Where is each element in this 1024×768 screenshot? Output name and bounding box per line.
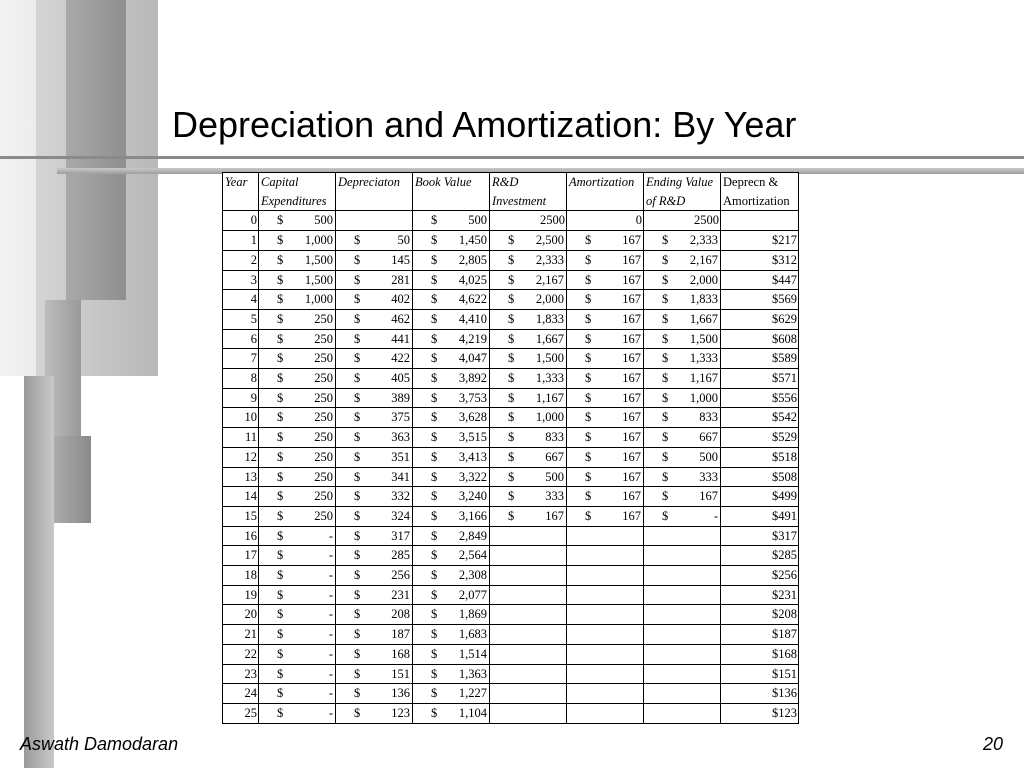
table-cell (490, 585, 567, 605)
table-cell: $ 167 (567, 447, 644, 467)
table-cell: 19 (223, 585, 259, 605)
table-cell: $ 4,047 (413, 349, 490, 369)
table-cell: $508 (721, 467, 799, 487)
table-cell (567, 684, 644, 704)
table-cell: $ 2,167 (490, 270, 567, 290)
table-cell: $ 250 (259, 329, 336, 349)
table-cell: $ 167 (567, 506, 644, 526)
table-row (223, 428, 799, 448)
table-cell: $ 2,849 (413, 526, 490, 546)
table-cell: $ - (259, 585, 336, 605)
column-header: Deprecn & Amortization (721, 173, 799, 211)
table-cell: $ 1,363 (413, 664, 490, 684)
table-cell (567, 526, 644, 546)
table-cell: $ - (259, 605, 336, 625)
table-row (223, 644, 799, 664)
depreciation-table (222, 172, 799, 724)
table-row (223, 211, 799, 231)
table-cell: $ 2,077 (413, 585, 490, 605)
table-cell: 7 (223, 349, 259, 369)
table-cell: $ 3,753 (413, 388, 490, 408)
table-row (223, 447, 799, 467)
table-cell: $608 (721, 329, 799, 349)
table-cell (490, 526, 567, 546)
table-cell: $ 3,515 (413, 428, 490, 448)
table-cell (490, 684, 567, 704)
table-cell: $ 167 (567, 408, 644, 428)
table-cell: $ 250 (259, 369, 336, 389)
table-cell: 17 (223, 546, 259, 566)
table-cell: $ 422 (336, 349, 413, 369)
table-cell: $ 2,000 (644, 270, 721, 290)
table-cell: $ 136 (336, 684, 413, 704)
table-cell: $231 (721, 585, 799, 605)
table-cell: 0 (223, 211, 259, 231)
table-cell: $ 145 (336, 250, 413, 270)
table-cell: 21 (223, 625, 259, 645)
slide-title: Depreciation and Amortization: By Year (172, 104, 797, 145)
table-cell: $ 167 (567, 231, 644, 251)
table-cell: $ 250 (259, 447, 336, 467)
table-cell: $ 167 (644, 487, 721, 507)
table-cell: $ - (259, 526, 336, 546)
table-cell: 18 (223, 566, 259, 586)
table-cell: 3 (223, 270, 259, 290)
table-cell (490, 625, 567, 645)
table-cell: $ 2,308 (413, 566, 490, 586)
table-cell (721, 211, 799, 231)
table-cell (644, 526, 721, 546)
table-cell: $ 168 (336, 644, 413, 664)
table-cell (490, 546, 567, 566)
table-cell: $ 167 (567, 428, 644, 448)
table-cell: $ 1,000 (259, 290, 336, 310)
table-cell (567, 605, 644, 625)
table-cell: 9 (223, 388, 259, 408)
table-cell: $ 250 (259, 309, 336, 329)
table-cell: $ 1,000 (259, 231, 336, 251)
table-cell (644, 644, 721, 664)
table-row (223, 703, 799, 723)
table-cell: $ 1,683 (413, 625, 490, 645)
table-cell: 23 (223, 664, 259, 684)
table-cell (567, 644, 644, 664)
table-cell: $ 833 (644, 408, 721, 428)
table-cell: $ 405 (336, 369, 413, 389)
table-cell: 12 (223, 447, 259, 467)
table-cell: $256 (721, 566, 799, 586)
table-cell (644, 664, 721, 684)
table-cell: $ 1,514 (413, 644, 490, 664)
table-row (223, 605, 799, 625)
decor-block-dark (66, 0, 126, 300)
table-cell: $ 1,333 (490, 369, 567, 389)
table-cell: $ 250 (259, 349, 336, 369)
table-cell: $ 250 (259, 408, 336, 428)
table-cell: 25 (223, 703, 259, 723)
table-row (223, 329, 799, 349)
table-cell: $542 (721, 408, 799, 428)
table-cell (567, 664, 644, 684)
table-row (223, 585, 799, 605)
table-cell: $ 667 (490, 447, 567, 467)
table-cell: $ 3,892 (413, 369, 490, 389)
table-cell: $ - (644, 506, 721, 526)
table-row (223, 487, 799, 507)
table-row (223, 309, 799, 329)
table-cell (644, 585, 721, 605)
table-cell: $491 (721, 506, 799, 526)
table-cell: $ 1,869 (413, 605, 490, 625)
decor-block-lower (49, 436, 91, 523)
table-cell: $187 (721, 625, 799, 645)
table-cell: $ 441 (336, 329, 413, 349)
table-cell: $ 256 (336, 566, 413, 586)
table-row (223, 408, 799, 428)
table-cell: $ 167 (567, 329, 644, 349)
table-cell (567, 546, 644, 566)
table-cell: $ 187 (336, 625, 413, 645)
table-cell: $ 250 (259, 428, 336, 448)
table-cell: 8 (223, 369, 259, 389)
table-row (223, 664, 799, 684)
table-row (223, 566, 799, 586)
table-cell: $ 3,413 (413, 447, 490, 467)
table-cell: $ 167 (567, 487, 644, 507)
table-cell: $ 4,025 (413, 270, 490, 290)
table-cell: 13 (223, 467, 259, 487)
table-cell: $ 285 (336, 546, 413, 566)
table-cell: $ 231 (336, 585, 413, 605)
table-cell: $ 4,622 (413, 290, 490, 310)
table-cell (644, 684, 721, 704)
table-row (223, 526, 799, 546)
table-cell: $ 1,227 (413, 684, 490, 704)
table-cell: $ 1,500 (644, 329, 721, 349)
table-row (223, 467, 799, 487)
table-cell: $ 151 (336, 664, 413, 684)
table-cell: $ 2,333 (490, 250, 567, 270)
table-cell: $ 3,628 (413, 408, 490, 428)
table-header (223, 173, 799, 211)
column-header: Book Value (413, 173, 490, 211)
table-cell: $ 1,833 (490, 309, 567, 329)
table-cell (490, 644, 567, 664)
table-cell: $ 341 (336, 467, 413, 487)
table-cell: $168 (721, 644, 799, 664)
table-cell: $ 250 (259, 487, 336, 507)
table-cell: $ 1,500 (259, 270, 336, 290)
table-cell: 2500 (644, 211, 721, 231)
table-cell: 14 (223, 487, 259, 507)
table-cell: 0 (567, 211, 644, 231)
table-cell: $ 2,000 (490, 290, 567, 310)
table-cell: $ 333 (644, 467, 721, 487)
table-cell: $ 2,805 (413, 250, 490, 270)
table-body (223, 211, 799, 723)
table-cell: $317 (721, 526, 799, 546)
table-cell: $571 (721, 369, 799, 389)
table-cell: $ 167 (567, 467, 644, 487)
table-cell (336, 211, 413, 231)
table-cell: $ 2,333 (644, 231, 721, 251)
table-cell: $ 317 (336, 526, 413, 546)
table-cell: $ 167 (490, 506, 567, 526)
table-cell: 2500 (490, 211, 567, 231)
table-cell: $ 500 (259, 211, 336, 231)
table-cell (490, 664, 567, 684)
table-cell: $ 462 (336, 309, 413, 329)
table-cell (567, 566, 644, 586)
table-cell: $ 167 (567, 270, 644, 290)
table-row (223, 506, 799, 526)
table-cell (567, 585, 644, 605)
table-cell: $ 167 (567, 349, 644, 369)
table-cell: 6 (223, 329, 259, 349)
table-cell: $ 50 (336, 231, 413, 251)
table-cell: $ - (259, 566, 336, 586)
table-cell: $ 1,333 (644, 349, 721, 369)
table-row (223, 231, 799, 251)
table-row (223, 290, 799, 310)
column-header: Amortization (567, 173, 644, 211)
table-cell: $ 1,000 (490, 408, 567, 428)
table-cell: $ 3,322 (413, 467, 490, 487)
table-row (223, 625, 799, 645)
table-cell: 11 (223, 428, 259, 448)
table-row (223, 546, 799, 566)
table-cell: $151 (721, 664, 799, 684)
table-cell: $ - (259, 703, 336, 723)
table-cell: $ 363 (336, 428, 413, 448)
table-cell: $ - (259, 684, 336, 704)
table-cell: $ 402 (336, 290, 413, 310)
table-cell: $ 167 (567, 290, 644, 310)
table-cell: $ 1,104 (413, 703, 490, 723)
table-cell: $ 1,833 (644, 290, 721, 310)
table-cell: $ 4,219 (413, 329, 490, 349)
column-header: Depreciaton (336, 173, 413, 211)
table-cell: $ 333 (490, 487, 567, 507)
table-cell (490, 703, 567, 723)
table-cell: $629 (721, 309, 799, 329)
table-row (223, 349, 799, 369)
table-cell: 4 (223, 290, 259, 310)
table-cell: $ 123 (336, 703, 413, 723)
table-cell: $ 833 (490, 428, 567, 448)
table-cell: $ 1,667 (644, 309, 721, 329)
table-cell (490, 605, 567, 625)
table-row (223, 684, 799, 704)
table-cell: $123 (721, 703, 799, 723)
table-cell: $ 167 (567, 369, 644, 389)
table-cell: $ 500 (413, 211, 490, 231)
table-cell: 20 (223, 605, 259, 625)
table-cell: $ 167 (567, 309, 644, 329)
table-cell: $569 (721, 290, 799, 310)
table-cell (567, 625, 644, 645)
table-cell (644, 605, 721, 625)
table-cell (644, 625, 721, 645)
table-cell: $589 (721, 349, 799, 369)
table-cell: 24 (223, 684, 259, 704)
table-cell: $ - (259, 664, 336, 684)
column-header: Capital Expenditures (259, 173, 336, 211)
table-cell: 2 (223, 250, 259, 270)
table-cell: $ 3,240 (413, 487, 490, 507)
table-cell: $312 (721, 250, 799, 270)
table-cell (644, 566, 721, 586)
table-cell: $ 2,564 (413, 546, 490, 566)
title-divider-line (0, 156, 1024, 159)
table-cell: $ 1,500 (259, 250, 336, 270)
table-cell: $499 (721, 487, 799, 507)
column-header: R&D Investment (490, 173, 567, 211)
table-cell: $447 (721, 270, 799, 290)
table-cell: 5 (223, 309, 259, 329)
table-cell (567, 703, 644, 723)
table-cell: $556 (721, 388, 799, 408)
table-cell: $ - (259, 625, 336, 645)
table-cell: $ 375 (336, 408, 413, 428)
column-header: Ending Value of R&D (644, 173, 721, 211)
table-cell: $ 1,167 (490, 388, 567, 408)
table-row (223, 388, 799, 408)
table-cell: $ 1,667 (490, 329, 567, 349)
table-cell: $ 1,500 (490, 349, 567, 369)
table-cell: $ 250 (259, 388, 336, 408)
table-cell: $217 (721, 231, 799, 251)
table-cell: $ 1,450 (413, 231, 490, 251)
table-cell: $ 250 (259, 506, 336, 526)
table-cell: 15 (223, 506, 259, 526)
table-cell: $ 667 (644, 428, 721, 448)
table-row (223, 369, 799, 389)
table-cell: $ 351 (336, 447, 413, 467)
table-cell: $ 208 (336, 605, 413, 625)
page-number: 20 (983, 734, 1004, 754)
table-cell: $ 332 (336, 487, 413, 507)
table-cell: $ 500 (490, 467, 567, 487)
table-cell: $ 324 (336, 506, 413, 526)
table-cell: $208 (721, 605, 799, 625)
table-cell: 1 (223, 231, 259, 251)
table-cell: $ 3,166 (413, 506, 490, 526)
table-cell: $ - (259, 546, 336, 566)
table-cell: $ 250 (259, 467, 336, 487)
table-cell (490, 566, 567, 586)
table-cell: $ 1,167 (644, 369, 721, 389)
header-row (223, 173, 799, 211)
table-cell: $ 167 (567, 388, 644, 408)
table-cell: $ 2,167 (644, 250, 721, 270)
table-cell: $ 4,410 (413, 309, 490, 329)
table-row (223, 250, 799, 270)
table-cell: $518 (721, 447, 799, 467)
table-cell: $ 500 (644, 447, 721, 467)
table-cell: $ 2,500 (490, 231, 567, 251)
table-cell: $ 1,000 (644, 388, 721, 408)
table-cell: $136 (721, 684, 799, 704)
table-cell: $ 167 (567, 250, 644, 270)
table-cell (644, 546, 721, 566)
footer-author: Aswath Damodaran (20, 734, 179, 754)
table-cell (644, 703, 721, 723)
table-cell: $ - (259, 644, 336, 664)
table-row (223, 270, 799, 290)
table-cell: 22 (223, 644, 259, 664)
decor-bar-vertical (24, 376, 54, 768)
column-header: Year (223, 173, 259, 211)
table-cell: $ 281 (336, 270, 413, 290)
table-cell: 16 (223, 526, 259, 546)
table-cell: $ 389 (336, 388, 413, 408)
table-cell: $529 (721, 428, 799, 448)
table-cell: 10 (223, 408, 259, 428)
table-cell: $285 (721, 546, 799, 566)
